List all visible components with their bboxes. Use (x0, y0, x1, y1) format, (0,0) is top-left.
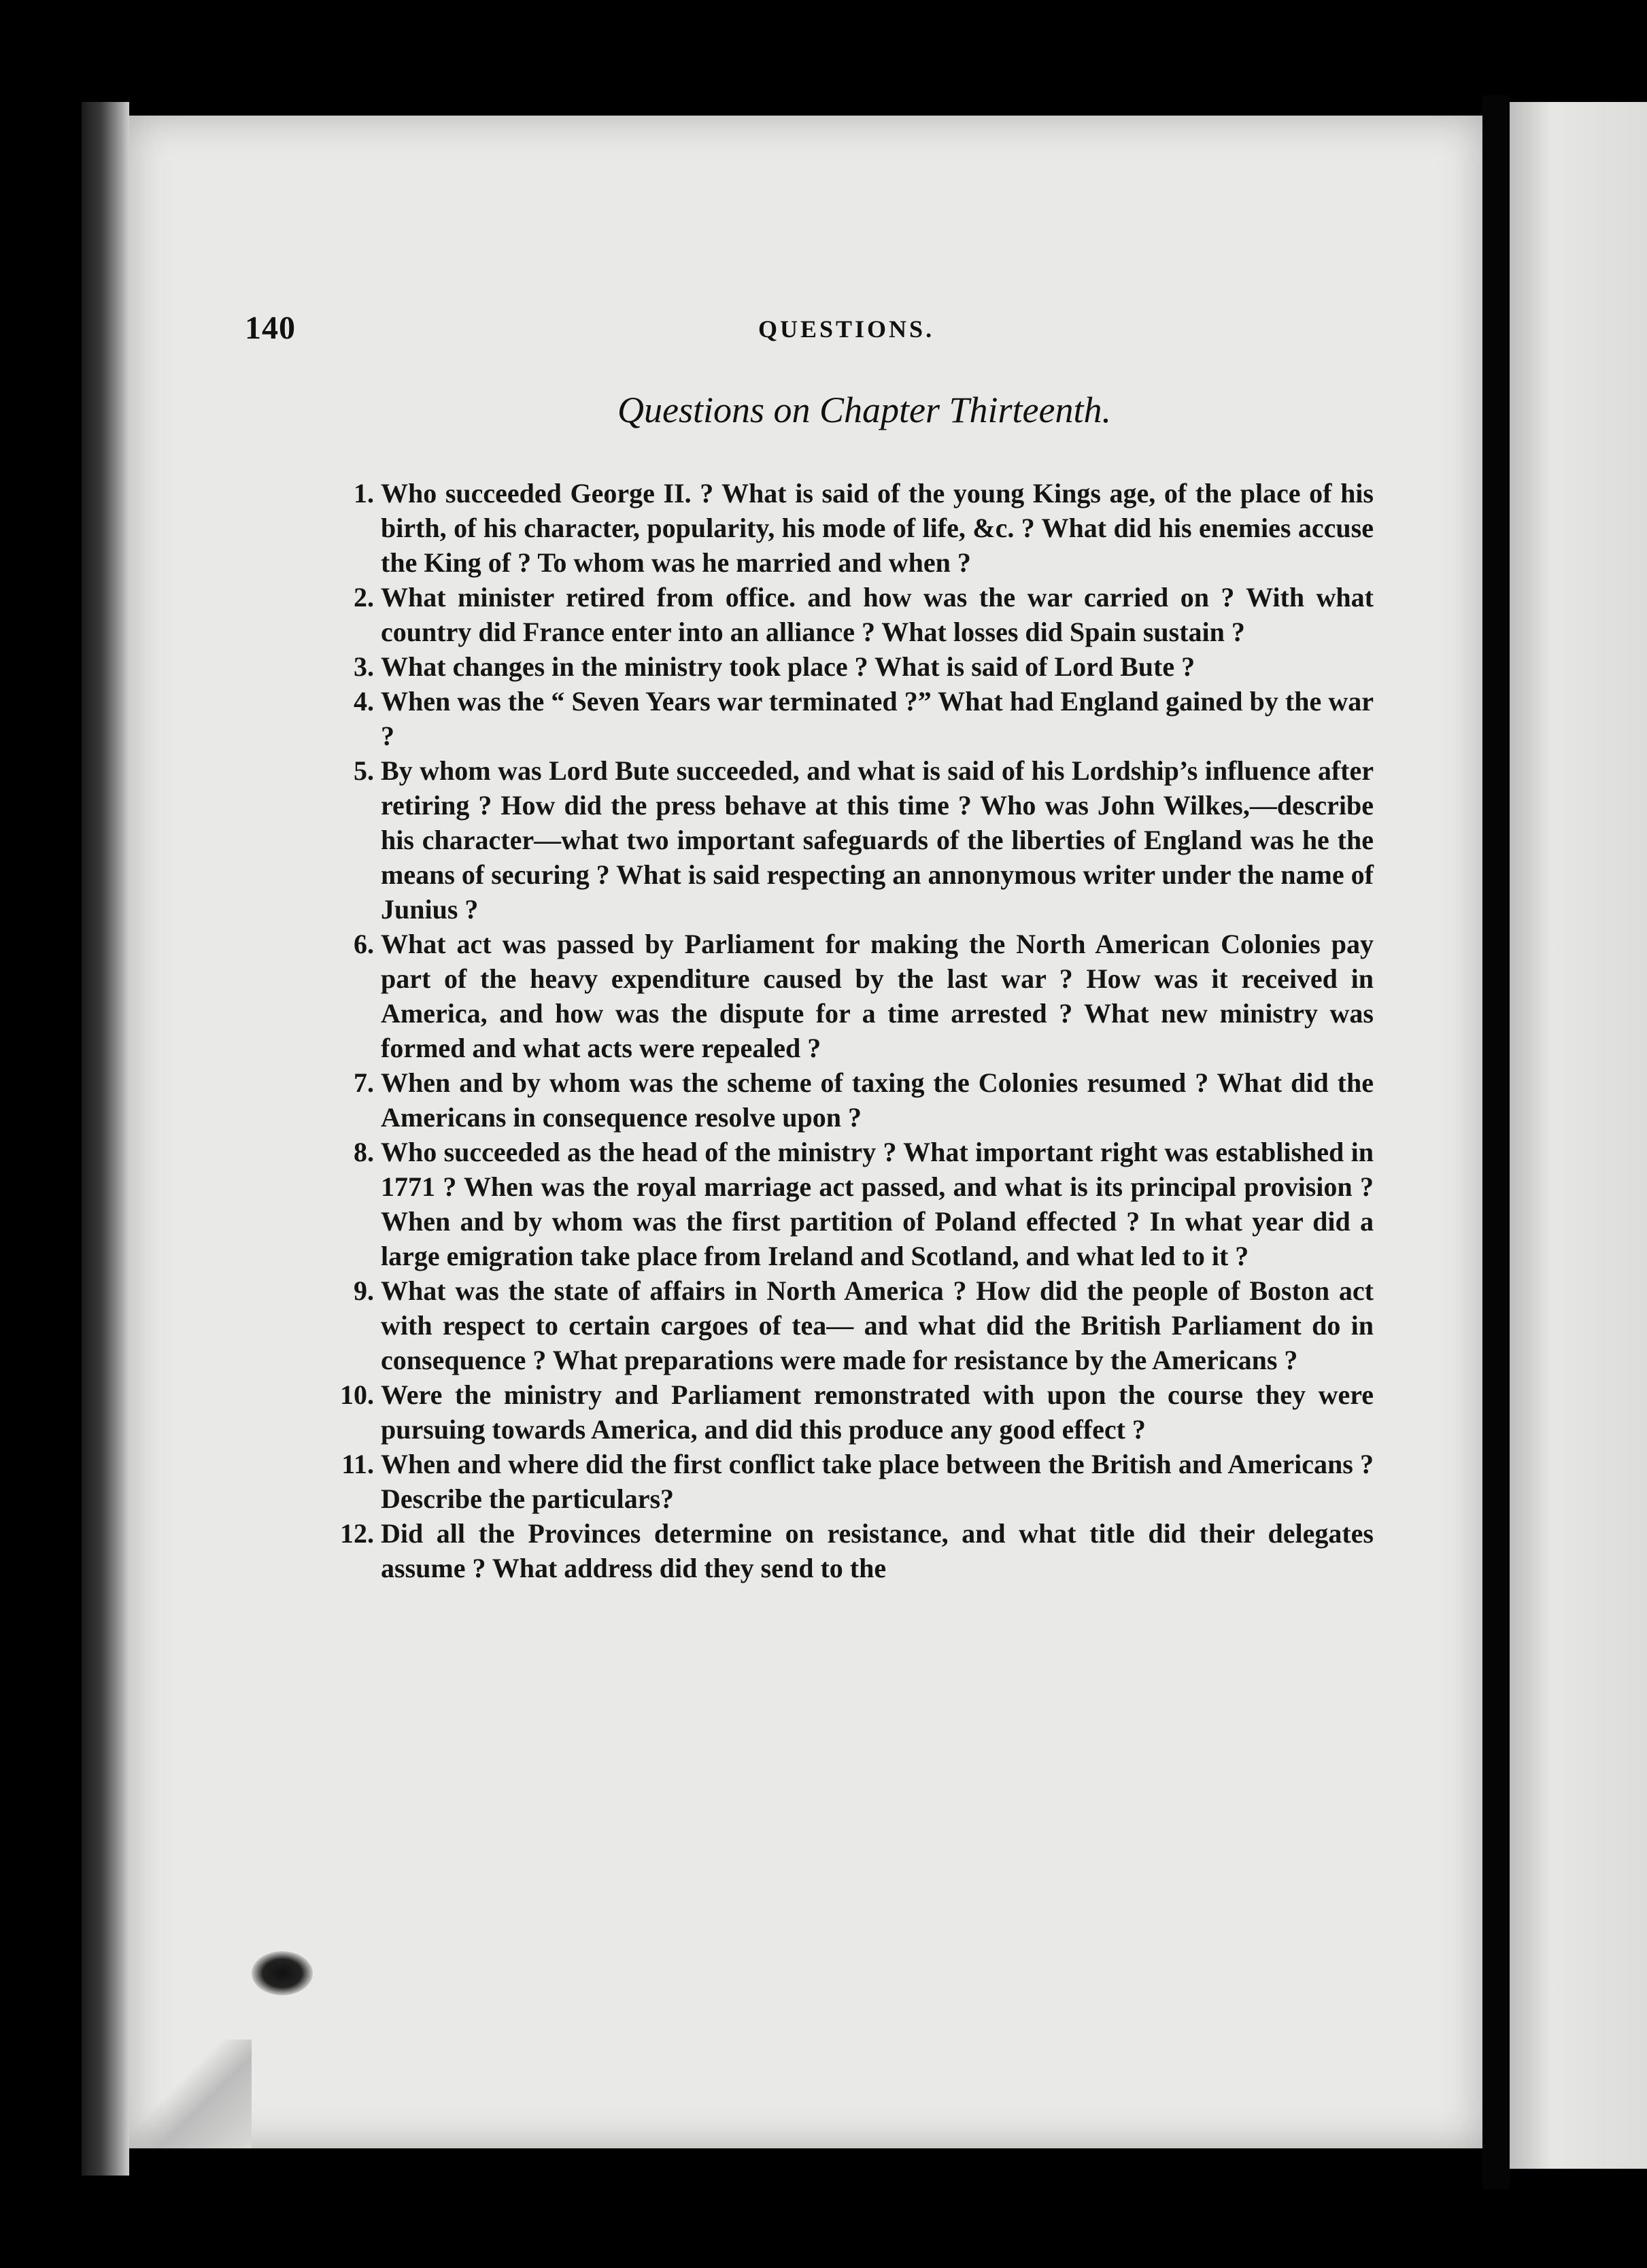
page-number: 140 (245, 310, 296, 346)
question-text: By whom was Lord Bute succeeded, and what is said of his Lordship’s influence after retiring ? How did the press behave at this time ? Who was John Wilkes,—describe his character—what two important safeguards of the liberties of England was he the means of securing ? What is said respecting an annonymous writer under the name of Junius ? (381, 755, 1374, 925)
question-number: 3. (354, 651, 374, 682)
ink-smudge (252, 1951, 313, 1995)
question-text: When and where did the first conflict take place between the British and Americans ? Describe the particulars? (381, 1449, 1374, 1514)
running-head (245, 309, 1027, 350)
question-text: What act was passed by Parliament for making the North American Colonies pay part of the heavy expenditure caused by the last war ? How was it received in America, and how was the dispute for a time arrested ? What new ministry was formed and what acts were repealed ? (381, 929, 1374, 1063)
question-text: Who succeeded as the head of the ministry ? What important right was established in 1771 ? When was the royal marriage act passed, and what is its principal provision ? When and by whom was the first partition of Poland effected ? In what year did a large emigration take place from Ireland and Scotland, and what led to it ? (381, 1137, 1374, 1271)
question-item (354, 1065, 1374, 1135)
question-text: What minister retired from office. and how was the war carried on ? With what country did France enter into an alliance ? What losses did Spain sustain ? (381, 582, 1374, 647)
question-number: 6. (354, 929, 374, 959)
question-item (354, 684, 1374, 753)
question-item (340, 1516, 1374, 1585)
question-item (340, 1377, 1374, 1447)
page-corner-curl (129, 2040, 252, 2148)
question-number: 4. (354, 686, 374, 717)
question-item (354, 580, 1374, 649)
chapter-title: Questions on Chapter Thirteenth. (617, 390, 1111, 430)
question-item (354, 476, 1374, 580)
question-text: What was the state of affairs in North America ? How did the people of Boston act with respect to certain cargoes of tea— and what did the British Parliament do in consequence ? What preparations were made for resistance by the Americans ? (381, 1275, 1374, 1375)
question-number: 10. (340, 1379, 374, 1410)
question-number: 2. (354, 582, 374, 613)
question-number: 5. (354, 755, 374, 786)
question-text: Who succeeded George II. ? What is said of the young Kings age, of the place of his birth, of his character, popularity, his mode of life, &c. ? What did his enemies accuse the King of ? To whom was he married and when ? (381, 478, 1374, 578)
question-item (354, 927, 1374, 1065)
question-item (354, 1273, 1374, 1377)
question-text: What changes in the ministry took place ? What is said of Lord Bute ? (381, 651, 1195, 682)
question-number: 11. (341, 1449, 374, 1479)
question-number: 1. (354, 478, 374, 509)
question-text: Were the ministry and Parliament remonstrated with upon the course they were pursuing towards America, and did this produce any good effect ? (381, 1379, 1374, 1445)
question-item (354, 753, 1374, 927)
question-number: 7. (354, 1067, 374, 1098)
question-number: 12. (340, 1518, 374, 1549)
section-title: QUESTIONS. (758, 315, 935, 343)
question-text: When was the “ Seven Years war terminated ?” What had England gained by the war ? (381, 686, 1374, 751)
question-item (354, 649, 1374, 684)
question-text: Did all the Provinces determine on resistance, and what title did their delegates assume ? What address did they send to the (381, 1518, 1374, 1583)
question-item (341, 1447, 1374, 1516)
question-list (340, 476, 1374, 1585)
question-item (354, 1135, 1374, 1273)
question-number: 9. (354, 1275, 374, 1306)
question-number: 8. (354, 1137, 374, 1167)
question-text: When and by whom was the scheme of taxing the Colonies resumed ? What did the Americans in consequence resolve upon ? (381, 1067, 1374, 1133)
